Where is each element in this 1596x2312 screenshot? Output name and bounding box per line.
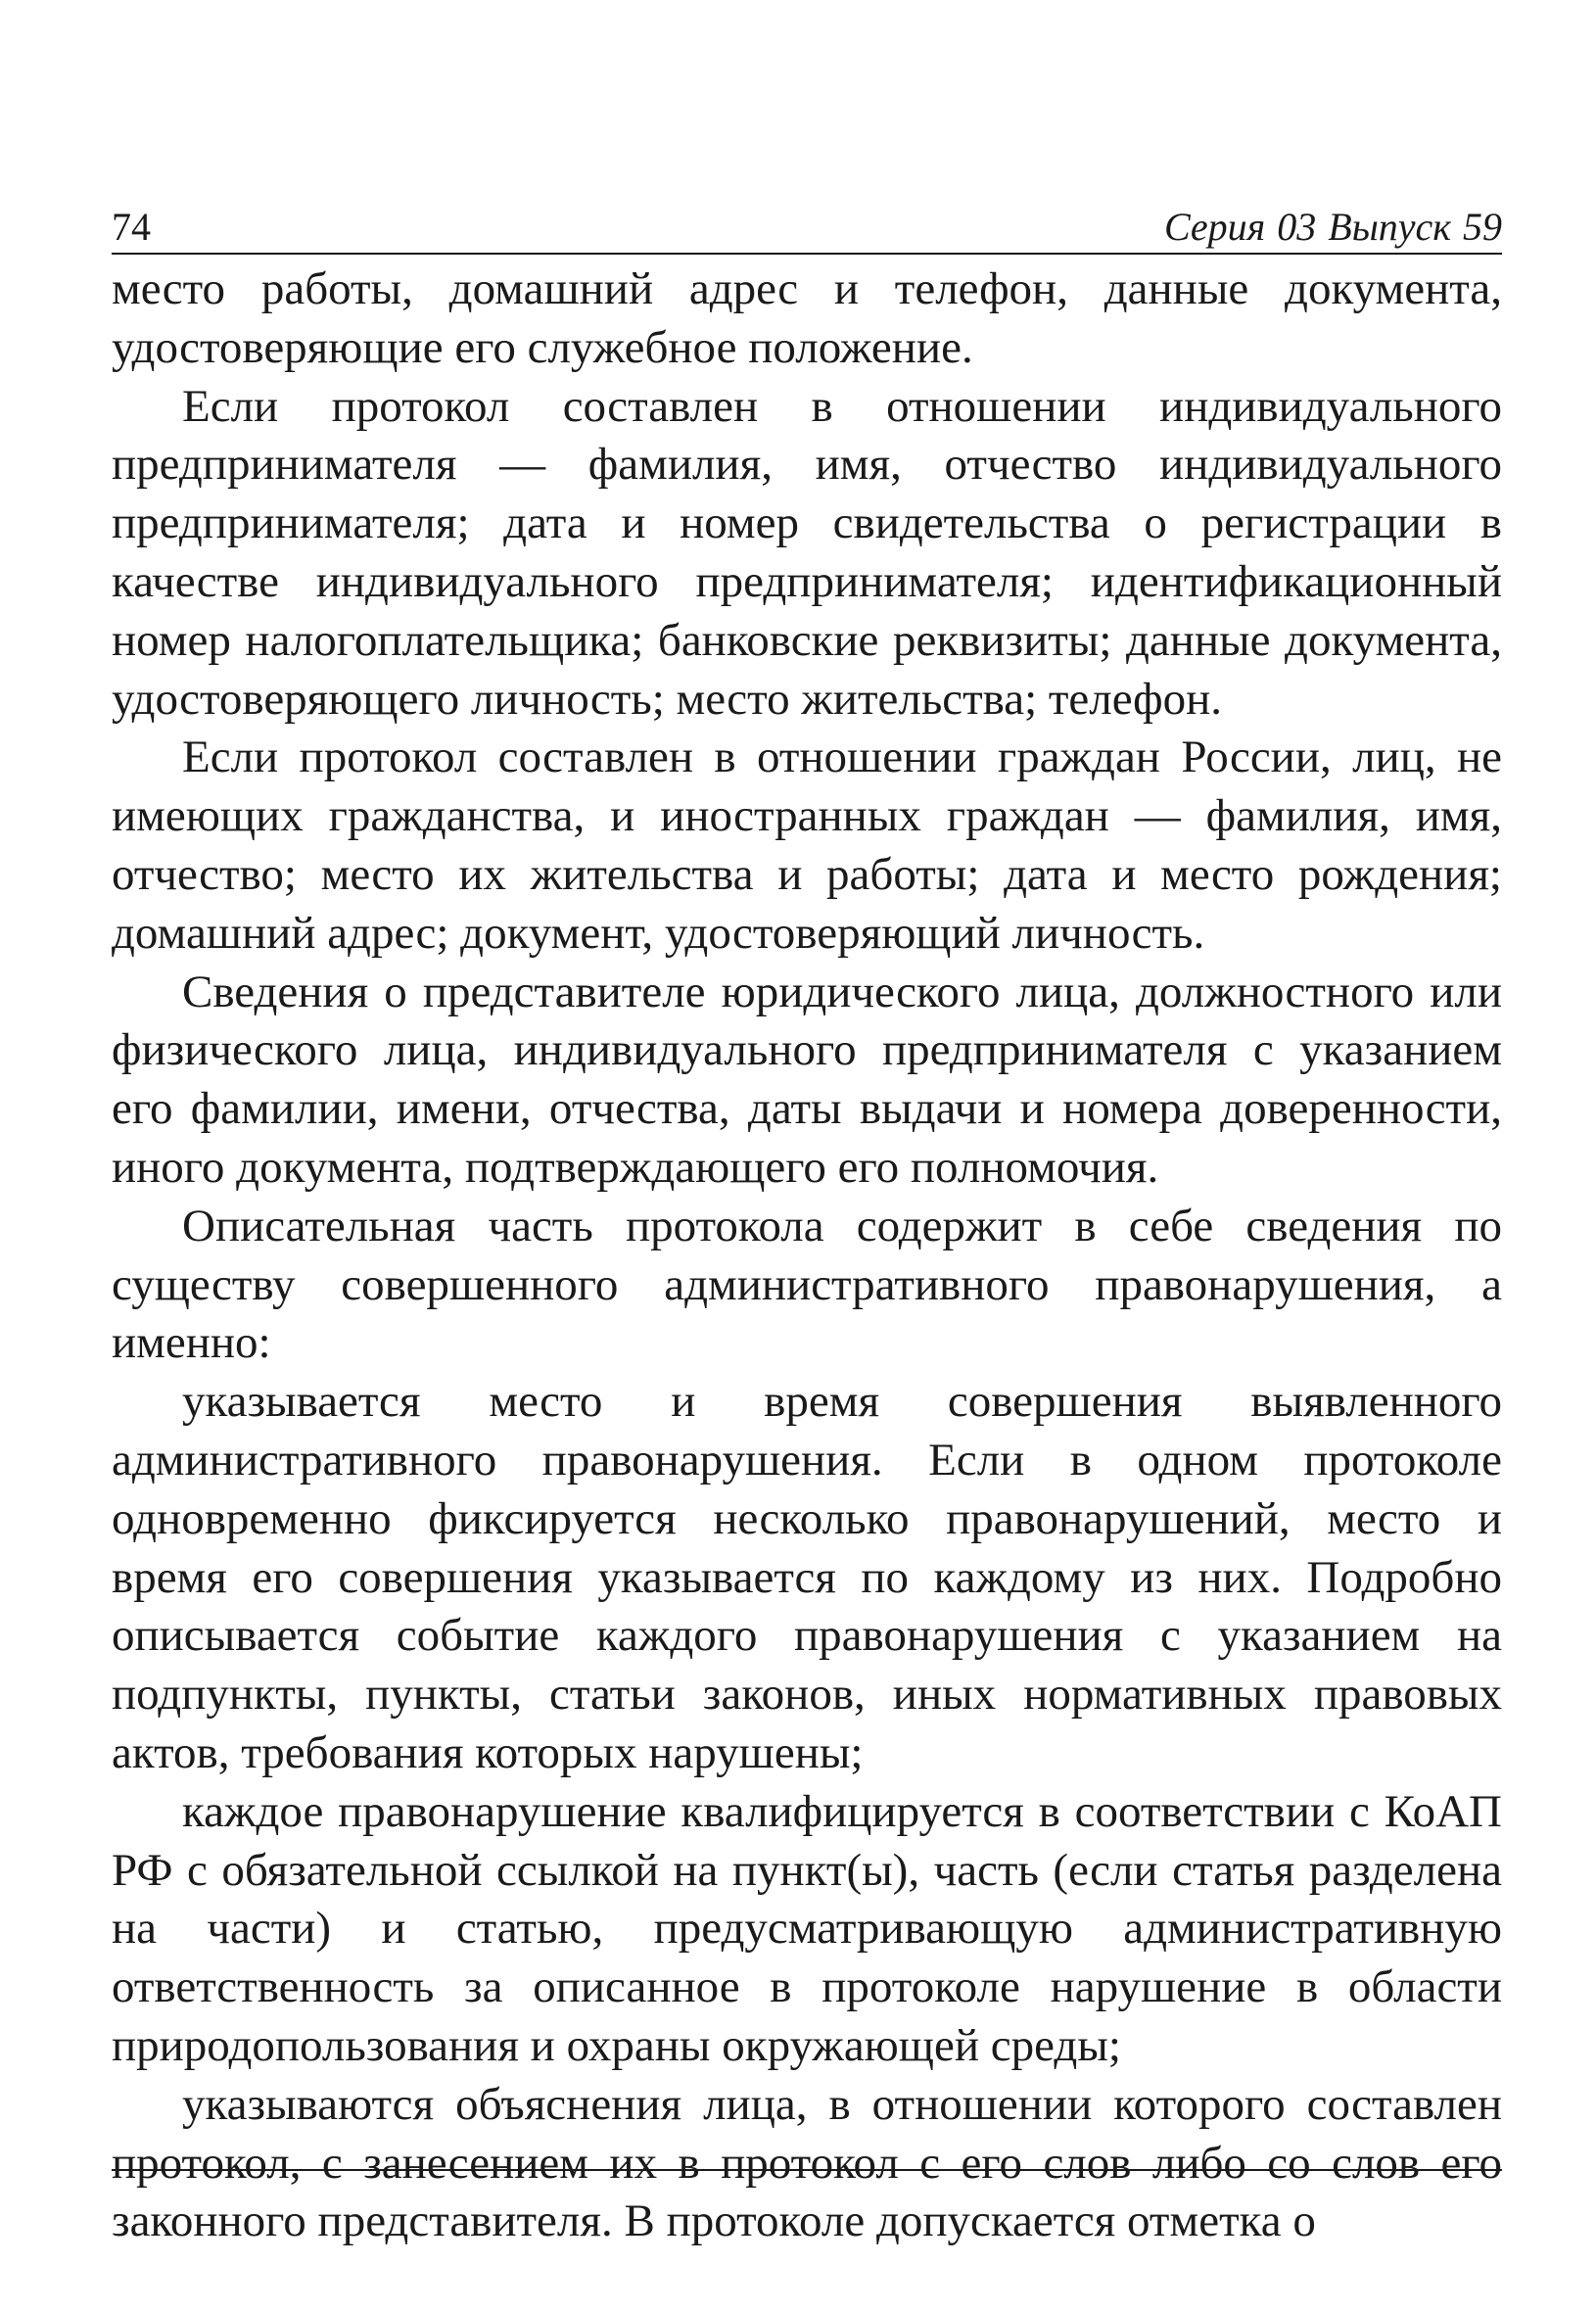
page-number: 74	[112, 205, 151, 249]
paragraph: Описательная часть протокола содержит в себе сведения по существу совершенного административного правонарушения, а именно:	[112, 1200, 1502, 1369]
paragraph: Сведения о представителе юридического лица, должностного или физического лица, индивидуального предпринимателя с указанием его фамилии, имени, отчества, даты выдачи и номера доверенности, иного документа, подтверждающего его полномочия.	[112, 966, 1502, 1193]
paragraph: указываются объяснения лица, в отношении которого составлен протокол, с занесением их в протокол с его слов либо со слов его законного представителя. В протоколе допускается отметка о	[112, 2078, 1502, 2247]
paragraph: Если протокол составлен в отношении граждан России, лиц, не имеющих гражданства, и иностранных граждан — фамилия, имя, отчество; место их жительства и работы; дата и место рождения; домашний адрес; документ, удостоверяющий личность.	[112, 731, 1502, 959]
page-header	[112, 192, 1502, 255]
footer-rule	[112, 2169, 1502, 2171]
paragraph: указывается место и время совершения выявленного административного правонарушения. Если в одном протоколе одновременно фиксируется несколько правонарушений, место и время его совершения указывается по каждому из них. Подробно описывается событие каждого правонарушения с указанием на подпункты, пункты, статьи законов, иных нормативных правовых актов, требования которых нарушены;	[112, 1376, 1502, 1778]
paragraph: Если протокол составлен в отношении индивидуального предпринимателя — фамилия, имя, отчество индивидуального предпринимателя; дата и номер свидетельства о регистрации в качестве индивидуального предпринимателя; идентификационный номер налогоплательщика; банковские реквизиты; данные документа, удостоверяющего личность; место жительства; телефон.	[112, 380, 1502, 725]
paragraph-continuation: место работы, домашний адрес и телефон, данные документа, удостоверяющие его служебное положение.	[112, 263, 1502, 373]
body-text	[112, 260, 1502, 2251]
running-head: Серия 03 Выпуск 59	[1163, 205, 1502, 249]
paragraph: каждое правонарушение квалифицируется в соответствии с КоАП РФ с обязательной ссылкой на пункт(ы), часть (если статья разделена на части) и статью, предусматривающую административную ответственность за описанное в протоколе нарушение в области природопользования и охраны окружающей среды;	[112, 1785, 1502, 2071]
